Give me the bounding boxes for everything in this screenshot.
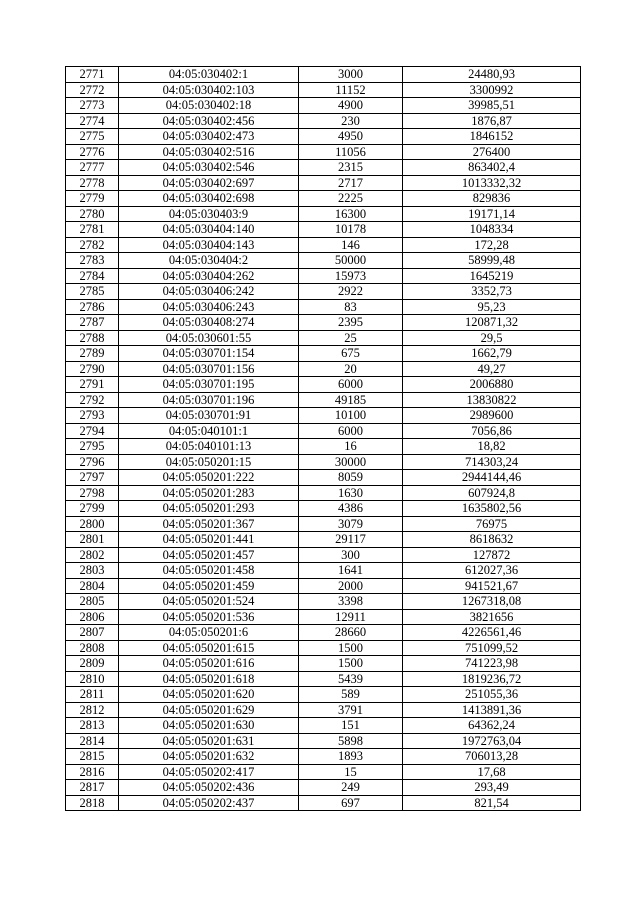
row-number-cell: 2809: [66, 656, 119, 672]
row-number-cell: 2818: [66, 795, 119, 811]
value-cell: 39985,51: [403, 98, 581, 114]
table-row: [66, 563, 581, 579]
cadastral-number-cell: 04:05:030701:91: [119, 408, 299, 424]
value-cell: 941521,67: [403, 578, 581, 594]
row-number-cell: 2785: [66, 284, 119, 300]
cadastral-number-cell: 04:05:050201:629: [119, 702, 299, 718]
value-cell: 821,54: [403, 795, 581, 811]
value-cell: 17,68: [403, 764, 581, 780]
row-number-cell: 2776: [66, 144, 119, 160]
area-cell: 50000: [299, 253, 403, 269]
value-cell: 751099,52: [403, 640, 581, 656]
table-row: [66, 206, 581, 222]
area-cell: 1630: [299, 485, 403, 501]
value-cell: 3821656: [403, 609, 581, 625]
table-row: [66, 113, 581, 129]
row-number-cell: 2802: [66, 547, 119, 563]
cadastral-number-cell: 04:05:030402:698: [119, 191, 299, 207]
area-cell: 589: [299, 687, 403, 703]
value-cell: 29,5: [403, 330, 581, 346]
value-cell: 1048334: [403, 222, 581, 238]
row-number-cell: 2810: [66, 671, 119, 687]
cadastral-number-cell: 04:05:030406:242: [119, 284, 299, 300]
table-row: [66, 67, 581, 83]
table-row: [66, 780, 581, 796]
value-cell: 1645219: [403, 268, 581, 284]
row-number-cell: 2816: [66, 764, 119, 780]
cadastral-number-cell: 04:05:040101:1: [119, 423, 299, 439]
area-cell: 2315: [299, 160, 403, 176]
area-cell: 1641: [299, 563, 403, 579]
value-cell: 127872: [403, 547, 581, 563]
area-cell: 25: [299, 330, 403, 346]
cadastral-number-cell: 04:05:030404:140: [119, 222, 299, 238]
row-number-cell: 2811: [66, 687, 119, 703]
value-cell: 251055,36: [403, 687, 581, 703]
value-cell: 95,23: [403, 299, 581, 315]
row-number-cell: 2779: [66, 191, 119, 207]
table-row: [66, 98, 581, 114]
area-cell: 4386: [299, 501, 403, 517]
area-cell: 1500: [299, 656, 403, 672]
value-cell: 2944144,46: [403, 470, 581, 486]
cadastral-number-cell: 04:05:050201:458: [119, 563, 299, 579]
area-cell: 15973: [299, 268, 403, 284]
area-cell: 20: [299, 361, 403, 377]
area-cell: 249: [299, 780, 403, 796]
table-row: [66, 222, 581, 238]
cadastral-number-cell: 04:05:050201:441: [119, 532, 299, 548]
cadastral-number-cell: 04:05:050201:630: [119, 718, 299, 734]
area-cell: 16: [299, 439, 403, 455]
value-cell: 76975: [403, 516, 581, 532]
table-row: [66, 299, 581, 315]
row-number-cell: 2807: [66, 625, 119, 641]
row-number-cell: 2782: [66, 237, 119, 253]
row-number-cell: 2817: [66, 780, 119, 796]
cadastral-number-cell: 04:05:030404:262: [119, 268, 299, 284]
value-cell: 1013332,32: [403, 175, 581, 191]
value-cell: 19171,14: [403, 206, 581, 222]
cadastral-number-cell: 04:05:030701:196: [119, 392, 299, 408]
row-number-cell: 2778: [66, 175, 119, 191]
row-number-cell: 2805: [66, 594, 119, 610]
value-cell: 18,82: [403, 439, 581, 455]
value-cell: 3300992: [403, 82, 581, 98]
table-row: [66, 578, 581, 594]
area-cell: 5439: [299, 671, 403, 687]
area-cell: 83: [299, 299, 403, 315]
cadastral-number-cell: 04:05:030701:195: [119, 377, 299, 393]
value-cell: 1819236,72: [403, 671, 581, 687]
data-table: [65, 66, 581, 811]
value-cell: 2989600: [403, 408, 581, 424]
area-cell: 29117: [299, 532, 403, 548]
area-cell: 10100: [299, 408, 403, 424]
cadastral-number-cell: 04:05:030402:546: [119, 160, 299, 176]
cadastral-number-cell: 04:05:050201:618: [119, 671, 299, 687]
area-cell: 3079: [299, 516, 403, 532]
cadastral-number-cell: 04:05:050201:620: [119, 687, 299, 703]
table-row: [66, 733, 581, 749]
value-cell: 829836: [403, 191, 581, 207]
table-row: [66, 144, 581, 160]
cadastral-number-cell: 04:05:050201:632: [119, 749, 299, 765]
table-row: [66, 268, 581, 284]
row-number-cell: 2797: [66, 470, 119, 486]
area-cell: 1893: [299, 749, 403, 765]
value-cell: 276400: [403, 144, 581, 160]
table-row: [66, 764, 581, 780]
row-number-cell: 2806: [66, 609, 119, 625]
row-number-cell: 2773: [66, 98, 119, 114]
cadastral-number-cell: 04:05:030403:9: [119, 206, 299, 222]
area-cell: 4950: [299, 129, 403, 145]
table-row: [66, 423, 581, 439]
table-row: [66, 702, 581, 718]
area-cell: 30000: [299, 454, 403, 470]
value-cell: 172,28: [403, 237, 581, 253]
table-row: [66, 175, 581, 191]
row-number-cell: 2774: [66, 113, 119, 129]
cadastral-number-cell: 04:05:030402:516: [119, 144, 299, 160]
value-cell: 1846152: [403, 129, 581, 145]
table-row: [66, 687, 581, 703]
cadastral-number-cell: 04:05:050201:524: [119, 594, 299, 610]
area-cell: 10178: [299, 222, 403, 238]
row-number-cell: 2803: [66, 563, 119, 579]
value-cell: 13830822: [403, 392, 581, 408]
table-row: [66, 191, 581, 207]
cadastral-number-cell: 04:05:050202:417: [119, 764, 299, 780]
table-row: [66, 470, 581, 486]
table-row: [66, 253, 581, 269]
table-row: [66, 454, 581, 470]
area-cell: 300: [299, 547, 403, 563]
cadastral-number-cell: 04:05:030402:18: [119, 98, 299, 114]
area-cell: 3000: [299, 67, 403, 83]
value-cell: 741223,98: [403, 656, 581, 672]
value-cell: 58999,48: [403, 253, 581, 269]
area-cell: 5898: [299, 733, 403, 749]
area-cell: 6000: [299, 423, 403, 439]
row-number-cell: 2786: [66, 299, 119, 315]
cadastral-number-cell: 04:05:050201:459: [119, 578, 299, 594]
row-number-cell: 2814: [66, 733, 119, 749]
table-row: [66, 795, 581, 811]
cadastral-number-cell: 04:05:030406:243: [119, 299, 299, 315]
value-cell: 1635802,56: [403, 501, 581, 517]
table-row: [66, 625, 581, 641]
area-cell: 230: [299, 113, 403, 129]
value-cell: 607924,8: [403, 485, 581, 501]
table-row: [66, 547, 581, 563]
table-row: [66, 640, 581, 656]
area-cell: 28660: [299, 625, 403, 641]
value-cell: 714303,24: [403, 454, 581, 470]
cadastral-number-cell: 04:05:050201:367: [119, 516, 299, 532]
cadastral-number-cell: 04:05:050201:6: [119, 625, 299, 641]
value-cell: 64362,24: [403, 718, 581, 734]
row-number-cell: 2801: [66, 532, 119, 548]
table-row: [66, 160, 581, 176]
table-row: [66, 718, 581, 734]
area-cell: 697: [299, 795, 403, 811]
cadastral-number-cell: 04:05:030404:143: [119, 237, 299, 253]
value-cell: 49,27: [403, 361, 581, 377]
cadastral-number-cell: 04:05:030402:473: [119, 129, 299, 145]
cadastral-number-cell: 04:05:050201:293: [119, 501, 299, 517]
cadastral-number-cell: 04:05:050201:222: [119, 470, 299, 486]
table-row: [66, 330, 581, 346]
area-cell: 3398: [299, 594, 403, 610]
area-cell: 2922: [299, 284, 403, 300]
row-number-cell: 2792: [66, 392, 119, 408]
row-number-cell: 2808: [66, 640, 119, 656]
row-number-cell: 2812: [66, 702, 119, 718]
area-cell: 11152: [299, 82, 403, 98]
table-row: [66, 516, 581, 532]
row-number-cell: 2784: [66, 268, 119, 284]
row-number-cell: 2795: [66, 439, 119, 455]
value-cell: 2006880: [403, 377, 581, 393]
row-number-cell: 2771: [66, 67, 119, 83]
row-number-cell: 2813: [66, 718, 119, 734]
area-cell: 8059: [299, 470, 403, 486]
row-number-cell: 2796: [66, 454, 119, 470]
row-number-cell: 2788: [66, 330, 119, 346]
row-number-cell: 2783: [66, 253, 119, 269]
area-cell: 15: [299, 764, 403, 780]
area-cell: 146: [299, 237, 403, 253]
row-number-cell: 2777: [66, 160, 119, 176]
table-row: [66, 237, 581, 253]
cadastral-number-cell: 04:05:030701:156: [119, 361, 299, 377]
cadastral-number-cell: 04:05:030404:2: [119, 253, 299, 269]
row-number-cell: 2798: [66, 485, 119, 501]
cadastral-number-cell: 04:05:030402:697: [119, 175, 299, 191]
table-row: [66, 671, 581, 687]
table-body: [66, 67, 581, 811]
area-cell: 2225: [299, 191, 403, 207]
cadastral-number-cell: 04:05:050201:457: [119, 547, 299, 563]
area-cell: 4900: [299, 98, 403, 114]
area-cell: 49185: [299, 392, 403, 408]
value-cell: 1876,87: [403, 113, 581, 129]
row-number-cell: 2815: [66, 749, 119, 765]
table-row: [66, 361, 581, 377]
value-cell: 1267318,08: [403, 594, 581, 610]
value-cell: 1413891,36: [403, 702, 581, 718]
table-row: [66, 485, 581, 501]
row-number-cell: 2787: [66, 315, 119, 331]
row-number-cell: 2780: [66, 206, 119, 222]
area-cell: 151: [299, 718, 403, 734]
table-row: [66, 346, 581, 362]
table-row: [66, 439, 581, 455]
cadastral-number-cell: 04:05:030408:274: [119, 315, 299, 331]
area-cell: 11056: [299, 144, 403, 160]
cadastral-number-cell: 04:05:050201:615: [119, 640, 299, 656]
area-cell: 3791: [299, 702, 403, 718]
row-number-cell: 2789: [66, 346, 119, 362]
row-number-cell: 2793: [66, 408, 119, 424]
row-number-cell: 2799: [66, 501, 119, 517]
row-number-cell: 2772: [66, 82, 119, 98]
cadastral-number-cell: 04:05:030402:103: [119, 82, 299, 98]
cadastral-number-cell: 04:05:050201:283: [119, 485, 299, 501]
row-number-cell: 2800: [66, 516, 119, 532]
row-number-cell: 2781: [66, 222, 119, 238]
row-number-cell: 2790: [66, 361, 119, 377]
cadastral-number-cell: 04:05:050202:437: [119, 795, 299, 811]
cadastral-number-cell: 04:05:050202:436: [119, 780, 299, 796]
area-cell: 675: [299, 346, 403, 362]
table-row: [66, 392, 581, 408]
area-cell: 2000: [299, 578, 403, 594]
value-cell: 612027,36: [403, 563, 581, 579]
row-number-cell: 2804: [66, 578, 119, 594]
table-row: [66, 82, 581, 98]
value-cell: 120871,32: [403, 315, 581, 331]
table-row: [66, 315, 581, 331]
cadastral-number-cell: 04:05:030402:1: [119, 67, 299, 83]
cadastral-number-cell: 04:05:050201:15: [119, 454, 299, 470]
area-cell: 6000: [299, 377, 403, 393]
table-row: [66, 532, 581, 548]
value-cell: 7056,86: [403, 423, 581, 439]
value-cell: 3352,73: [403, 284, 581, 300]
area-cell: 1500: [299, 640, 403, 656]
table-row: [66, 656, 581, 672]
row-number-cell: 2775: [66, 129, 119, 145]
value-cell: 706013,28: [403, 749, 581, 765]
value-cell: 8618632: [403, 532, 581, 548]
table-row: [66, 408, 581, 424]
area-cell: 12911: [299, 609, 403, 625]
cadastral-number-cell: 04:05:050201:631: [119, 733, 299, 749]
row-number-cell: 2791: [66, 377, 119, 393]
value-cell: 1662,79: [403, 346, 581, 362]
value-cell: 863402,4: [403, 160, 581, 176]
cadastral-number-cell: 04:05:040101:13: [119, 439, 299, 455]
value-cell: 4226561,46: [403, 625, 581, 641]
table-row: [66, 609, 581, 625]
value-cell: 293,49: [403, 780, 581, 796]
cadastral-number-cell: 04:05:050201:536: [119, 609, 299, 625]
area-cell: 16300: [299, 206, 403, 222]
area-cell: 2395: [299, 315, 403, 331]
cadastral-number-cell: 04:05:030601:55: [119, 330, 299, 346]
table-row: [66, 129, 581, 145]
value-cell: 1972763,04: [403, 733, 581, 749]
table-row: [66, 284, 581, 300]
area-cell: 2717: [299, 175, 403, 191]
row-number-cell: 2794: [66, 423, 119, 439]
table-row: [66, 501, 581, 517]
cadastral-number-cell: 04:05:030701:154: [119, 346, 299, 362]
table-row: [66, 377, 581, 393]
cadastral-number-cell: 04:05:050201:616: [119, 656, 299, 672]
table-row: [66, 594, 581, 610]
value-cell: 24480,93: [403, 67, 581, 83]
table-row: [66, 749, 581, 765]
cadastral-number-cell: 04:05:030402:456: [119, 113, 299, 129]
